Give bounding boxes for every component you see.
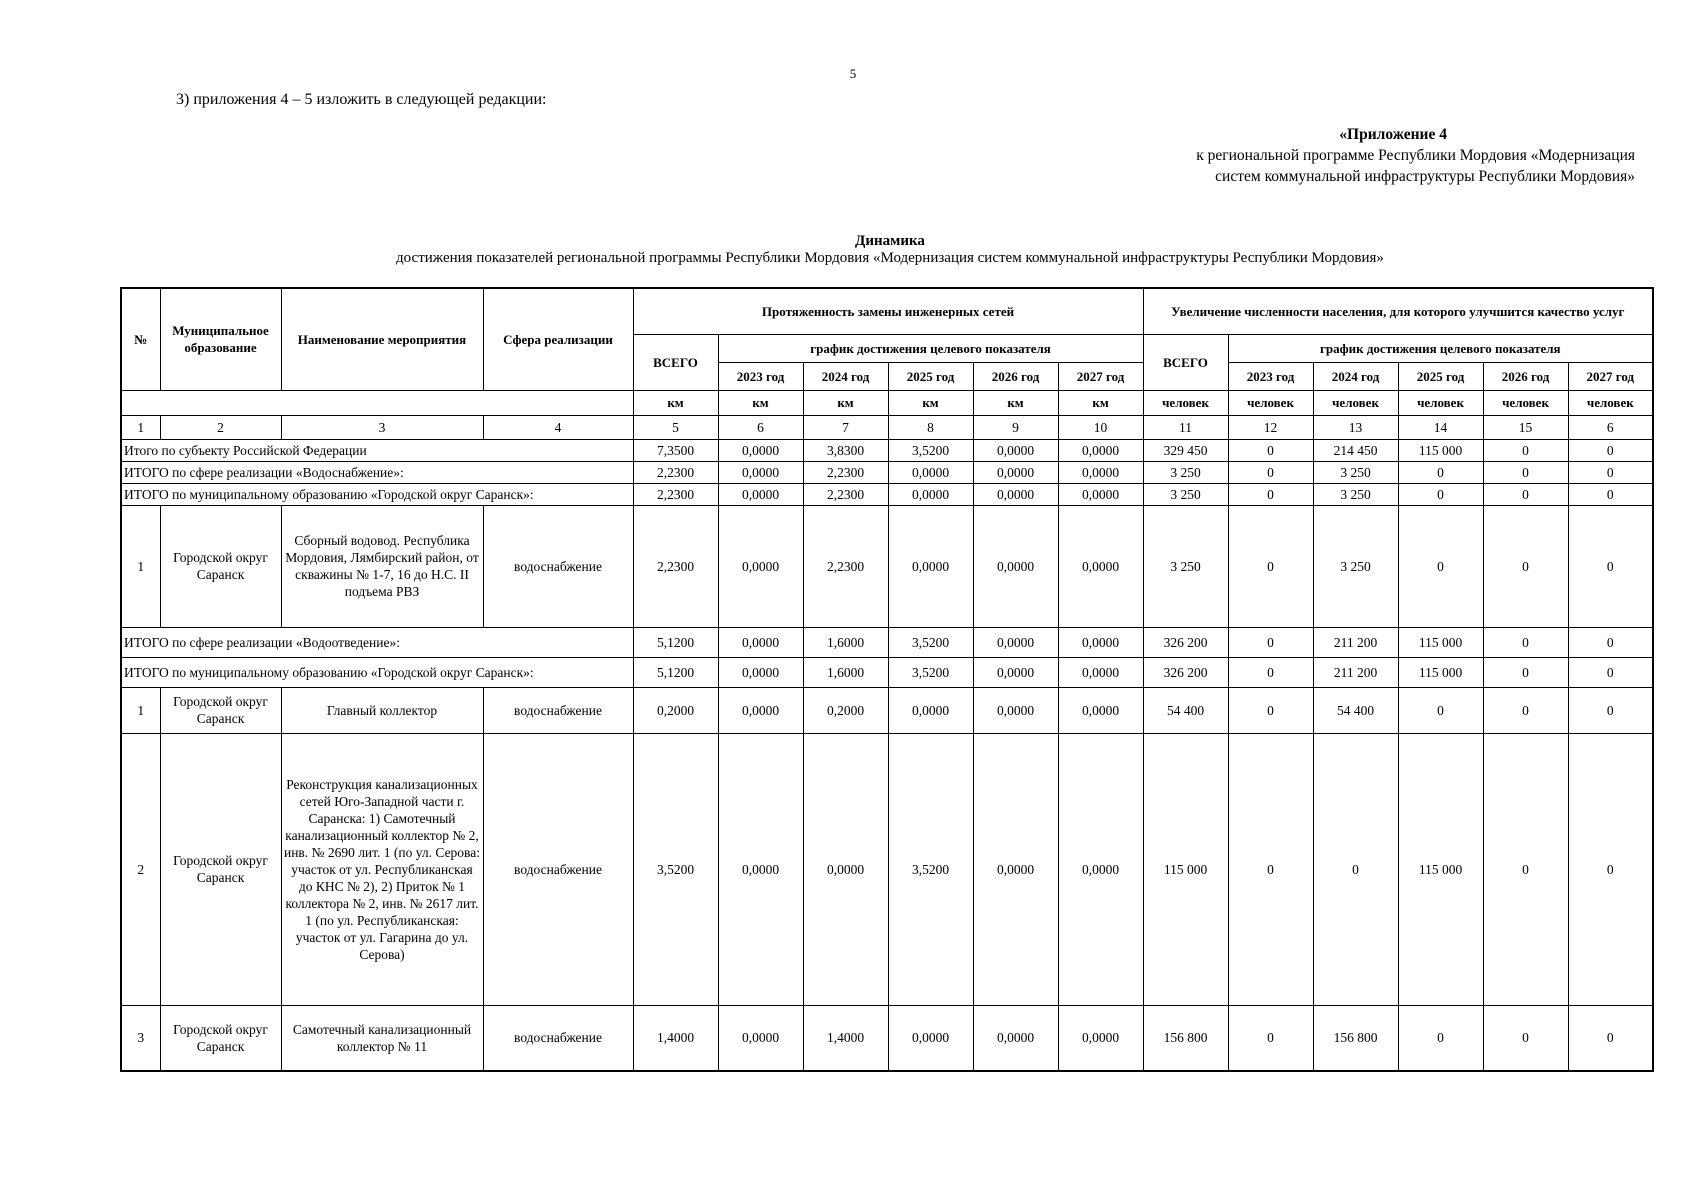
col-number: 6 [718, 415, 803, 439]
table-row [121, 687, 1653, 733]
document-title [120, 233, 1660, 267]
unit-km: км [718, 390, 803, 415]
unit-spacer [121, 390, 633, 415]
event-cell: Самотечный канализационный коллектор № 11 [281, 1005, 483, 1071]
col-number: 14 [1398, 415, 1483, 439]
value-cell: 1,4000 [633, 1005, 718, 1071]
header-year-km: 2025 год [888, 362, 973, 390]
col-number: 9 [973, 415, 1058, 439]
value-cell: 0 [1228, 461, 1313, 483]
value-cell: 3,5200 [888, 439, 973, 461]
unit-km: км [888, 390, 973, 415]
value-cell: 0,0000 [1058, 733, 1143, 1005]
value-cell: 0,0000 [973, 505, 1058, 627]
col-number: 3 [281, 415, 483, 439]
unit-km: км [973, 390, 1058, 415]
value-cell: 7,3500 [633, 439, 718, 461]
header-municipality: Муниципальное образование [160, 288, 281, 390]
value-cell: 3,5200 [888, 733, 973, 1005]
total-row-subject [121, 439, 1653, 461]
value-cell: 0,0000 [888, 1005, 973, 1071]
unit-km: км [803, 390, 888, 415]
value-cell: 3 250 [1143, 483, 1228, 505]
value-cell: 0 [1568, 1005, 1653, 1071]
value-cell: 54 400 [1143, 687, 1228, 733]
value-cell: 0,0000 [718, 505, 803, 627]
value-cell: 0 [1398, 1005, 1483, 1071]
row-number: 3 [121, 1005, 160, 1071]
header-total-km: ВСЕГО [633, 334, 718, 390]
value-cell: 0,0000 [718, 627, 803, 657]
row-label: ИТОГО по сфере реализации «Водоснабжение»: [121, 461, 633, 483]
header-total-people: ВСЕГО [1143, 334, 1228, 390]
row-number: 1 [121, 687, 160, 733]
header-num: № [121, 288, 160, 390]
value-cell: 115 000 [1398, 733, 1483, 1005]
value-cell: 115 000 [1398, 439, 1483, 461]
value-cell: 0,0000 [1058, 627, 1143, 657]
value-cell: 2,2300 [803, 505, 888, 627]
unit-people: человек [1228, 390, 1313, 415]
value-cell: 0 [1228, 505, 1313, 627]
col-number: 4 [483, 415, 633, 439]
row-label: ИТОГО по сфере реализации «Водоотведение»: [121, 627, 633, 657]
row-label: ИТОГО по муниципальному образованию «Городской округ Саранск»: [121, 657, 633, 687]
value-cell: 0,0000 [973, 439, 1058, 461]
value-cell: 0 [1228, 657, 1313, 687]
event-cell: Сборный водовод. Республика Мордовия, Лямбирский район, от скважины № 1-7, 16 до Н.С. II подъема РВЗ [281, 505, 483, 627]
value-cell: 3 250 [1313, 483, 1398, 505]
value-cell: 0 [1483, 505, 1568, 627]
value-cell: 0,0000 [973, 687, 1058, 733]
table-row [121, 733, 1653, 1005]
value-cell: 115 000 [1143, 733, 1228, 1005]
value-cell: 0,0000 [803, 733, 888, 1005]
header-year-km: 2026 год [973, 362, 1058, 390]
value-cell: 0 [1568, 687, 1653, 733]
value-cell: 115 000 [1398, 627, 1483, 657]
appendix-line2: к региональной программе Республики Мордовия «Модернизация [1196, 147, 1635, 164]
value-cell: 0 [1483, 657, 1568, 687]
value-cell: 0,0000 [1058, 657, 1143, 687]
col-number: 7 [803, 415, 888, 439]
col-number: 6 [1568, 415, 1653, 439]
event-cell: Реконструкция канализационных сетей Юго-Западной части г. Саранска: 1) Самотечный канализационный коллектор № 2, инв. № 2690 лит. 1 (по ул. Серова: участок от ул. Республиканская до КНС № 2), 2) Приток № 1 коллектора № 2, инв. № 2617 лит. 1 (по ул. Республиканская: участок от ул. Гагарина до ул. Серова) [281, 733, 483, 1005]
value-cell: 0,0000 [973, 657, 1058, 687]
header-year-km: 2023 год [718, 362, 803, 390]
value-cell: 0,0000 [888, 483, 973, 505]
value-cell: 115 000 [1398, 657, 1483, 687]
value-cell: 329 450 [1143, 439, 1228, 461]
total-row-water-supply [121, 461, 1653, 483]
header-year-people: 2023 год [1228, 362, 1313, 390]
header-event: Наименование мероприятия [281, 288, 483, 390]
value-cell: 211 200 [1313, 627, 1398, 657]
value-cell: 0 [1228, 627, 1313, 657]
value-cell: 0 [1228, 439, 1313, 461]
value-cell: 0 [1483, 687, 1568, 733]
value-cell: 156 800 [1143, 1005, 1228, 1071]
value-cell: 2,2300 [803, 461, 888, 483]
unit-people: человек [1143, 390, 1228, 415]
header-schedule-km: график достижения целевого показателя [718, 334, 1143, 362]
value-cell: 3,5200 [888, 657, 973, 687]
value-cell: 0 [1568, 505, 1653, 627]
value-cell: 0 [1568, 439, 1653, 461]
value-cell: 0 [1483, 627, 1568, 657]
municipality-cell: Городской округ Саранск [160, 687, 281, 733]
value-cell: 0 [1483, 1005, 1568, 1071]
unit-people: человек [1398, 390, 1483, 415]
value-cell: 0 [1483, 733, 1568, 1005]
value-cell: 1,6000 [803, 627, 888, 657]
value-cell: 0,0000 [1058, 483, 1143, 505]
value-cell: 0 [1398, 687, 1483, 733]
header-year-people: 2024 год [1313, 362, 1398, 390]
col-number: 10 [1058, 415, 1143, 439]
value-cell: 0 [1568, 483, 1653, 505]
header-year-km: 2024 год [803, 362, 888, 390]
sphere-cell: водоснабжение [483, 505, 633, 627]
value-cell: 0,0000 [1058, 687, 1143, 733]
header-year-km: 2027 год [1058, 362, 1143, 390]
header-year-people: 2025 год [1398, 362, 1483, 390]
municipality-cell: Городской округ Саранск [160, 1005, 281, 1071]
header-year-people: 2026 год [1483, 362, 1568, 390]
value-cell: 54 400 [1313, 687, 1398, 733]
value-cell: 0,0000 [1058, 461, 1143, 483]
value-cell: 2,2300 [803, 483, 888, 505]
value-cell: 211 200 [1313, 657, 1398, 687]
value-cell: 2,2300 [633, 483, 718, 505]
value-cell: 0,0000 [718, 439, 803, 461]
col-number: 1 [121, 415, 160, 439]
value-cell: 3,5200 [888, 627, 973, 657]
value-cell: 0 [1483, 483, 1568, 505]
value-cell: 0,0000 [888, 687, 973, 733]
appendix-header [1075, 124, 1635, 187]
value-cell: 0,0000 [718, 461, 803, 483]
value-cell: 0,2000 [633, 687, 718, 733]
value-cell: 0 [1228, 483, 1313, 505]
header-schedule-people: график достижения целевого показателя [1228, 334, 1653, 362]
total-row-water-supply-municipality [121, 483, 1653, 505]
header-length-group: Протяженность замены инженерных сетей [633, 288, 1143, 334]
sphere-cell: водоснабжение [483, 687, 633, 733]
page-number: 5 [849, 66, 857, 81]
value-cell: 0,0000 [973, 733, 1058, 1005]
value-cell: 0,0000 [888, 505, 973, 627]
value-cell: 0,0000 [1058, 1005, 1143, 1071]
sphere-cell: водоснабжение [483, 1005, 633, 1071]
value-cell: 326 200 [1143, 657, 1228, 687]
value-cell: 0,0000 [973, 483, 1058, 505]
value-cell: 0,0000 [888, 461, 973, 483]
unit-people: человек [1568, 390, 1653, 415]
value-cell: 0 [1568, 627, 1653, 657]
value-cell: 156 800 [1313, 1005, 1398, 1071]
value-cell: 0,0000 [718, 1005, 803, 1071]
value-cell: 3,8300 [803, 439, 888, 461]
value-cell: 0 [1398, 505, 1483, 627]
value-cell: 0,0000 [973, 461, 1058, 483]
table-row [121, 505, 1653, 627]
col-number: 11 [1143, 415, 1228, 439]
value-cell: 0 [1568, 657, 1653, 687]
value-cell: 0,0000 [718, 733, 803, 1005]
col-number: 8 [888, 415, 973, 439]
col-number: 15 [1483, 415, 1568, 439]
value-cell: 0,0000 [973, 627, 1058, 657]
total-row-drainage-municipality [121, 657, 1653, 687]
value-cell: 0 [1483, 439, 1568, 461]
value-cell: 0,0000 [973, 1005, 1058, 1071]
intro-text: 3) приложения 4 – 5 изложить в следующей редакции: [176, 91, 547, 108]
value-cell: 0,0000 [718, 483, 803, 505]
value-cell: 1,6000 [803, 657, 888, 687]
total-row-drainage [121, 627, 1653, 657]
indicators-table [120, 287, 1654, 1072]
row-number: 2 [121, 733, 160, 1005]
value-cell: 326 200 [1143, 627, 1228, 657]
value-cell: 3 250 [1143, 505, 1228, 627]
col-number: 13 [1313, 415, 1398, 439]
value-cell: 0 [1228, 1005, 1313, 1071]
value-cell: 214 450 [1313, 439, 1398, 461]
value-cell: 0,0000 [718, 657, 803, 687]
row-label: ИТОГО по муниципальному образованию «Городской округ Саранск»: [121, 483, 633, 505]
value-cell: 0 [1568, 733, 1653, 1005]
unit-km: км [633, 390, 718, 415]
header-year-people: 2027 год [1568, 362, 1653, 390]
row-label: Итого по субъекту Российской Федерации [121, 439, 633, 461]
value-cell: 5,1200 [633, 627, 718, 657]
value-cell: 0 [1398, 483, 1483, 505]
value-cell: 2,2300 [633, 505, 718, 627]
municipality-cell: Городской округ Саранск [160, 733, 281, 1005]
document-title-line1: Динамика [855, 233, 925, 249]
value-cell: 5,1200 [633, 657, 718, 687]
value-cell: 0 [1483, 461, 1568, 483]
header-population-group: Увеличение численности населения, для которого улучшится качество услуг [1143, 288, 1653, 334]
value-cell: 2,2300 [633, 461, 718, 483]
sphere-cell: водоснабжение [483, 733, 633, 1005]
appendix-line3: систем коммунальной инфраструктуры Республики Мордовия» [1215, 168, 1635, 185]
value-cell: 3,5200 [633, 733, 718, 1005]
value-cell: 0,0000 [718, 687, 803, 733]
row-number: 1 [121, 505, 160, 627]
municipality-cell: Городской округ Саранск [160, 505, 281, 627]
unit-people: человек [1313, 390, 1398, 415]
value-cell: 1,4000 [803, 1005, 888, 1071]
document-title-line2: достижения показателей региональной программы Республики Мордовия «Модернизация систем коммунальной инфраструктуры Республики Мордовия» [396, 250, 1384, 266]
col-number: 2 [160, 415, 281, 439]
value-cell: 3 250 [1313, 461, 1398, 483]
column-number-row [121, 415, 1653, 439]
unit-km: км [1058, 390, 1143, 415]
col-number: 12 [1228, 415, 1313, 439]
value-cell: 0 [1228, 687, 1313, 733]
unit-people: человек [1483, 390, 1568, 415]
value-cell: 0,0000 [1058, 439, 1143, 461]
value-cell: 3 250 [1143, 461, 1228, 483]
appendix-title: «Приложение 4 [1339, 126, 1447, 143]
value-cell: 0 [1228, 733, 1313, 1005]
header-sphere: Сфера реализации [483, 288, 633, 390]
value-cell: 3 250 [1313, 505, 1398, 627]
value-cell: 0 [1568, 461, 1653, 483]
table-row [121, 1005, 1653, 1071]
value-cell: 0 [1313, 733, 1398, 1005]
value-cell: 0,2000 [803, 687, 888, 733]
col-number: 5 [633, 415, 718, 439]
value-cell: 0,0000 [1058, 505, 1143, 627]
value-cell: 0 [1398, 461, 1483, 483]
event-cell: Главный коллектор [281, 687, 483, 733]
